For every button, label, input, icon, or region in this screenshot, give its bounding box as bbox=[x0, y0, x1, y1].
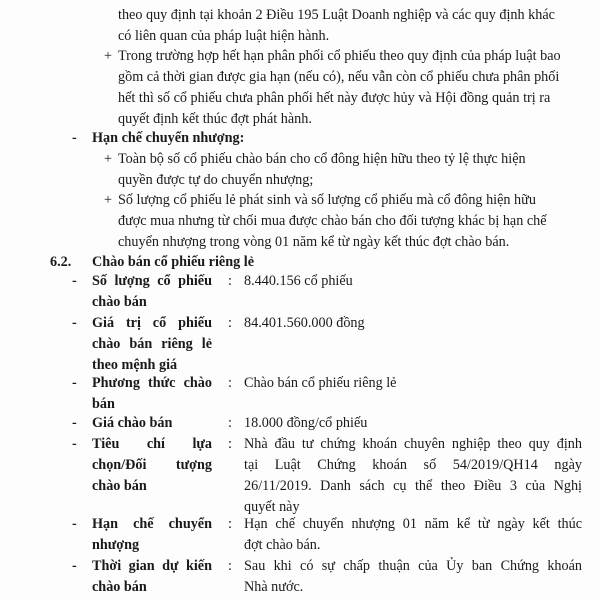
row-label-line: Giá trị cổ phiếu bbox=[92, 315, 212, 331]
row-colon: : bbox=[228, 273, 232, 289]
row-label-line: chọn/Đối tượng bbox=[92, 457, 212, 473]
row-value-line: đợt chào bán. bbox=[244, 537, 321, 553]
paragraph-line: quyền được tự do chuyển nhượng; bbox=[118, 172, 314, 188]
paragraph-line: theo quy định tại khoản 2 Điều 195 Luật Doanh nghiệp và các quy định khác bbox=[118, 7, 555, 23]
row-colon: : bbox=[228, 558, 232, 574]
row-label-line: chào bán bbox=[92, 478, 147, 494]
paragraph-line: Số lượng cổ phiếu lẻ phát sinh và số lượng cổ phiếu mà cổ đông hiện hữu bbox=[118, 192, 536, 208]
row-colon: : bbox=[228, 415, 232, 431]
dash-marker: - bbox=[72, 436, 77, 452]
row-label-line: chào bán bbox=[92, 579, 147, 595]
paragraph-line: quyết định kết thúc đợt phát hành. bbox=[118, 111, 312, 127]
paragraph-line: gồm cả thời gian được gia hạn (nếu có), nếu vẫn còn cổ phiếu chưa phân phối bbox=[118, 69, 560, 85]
dash-marker: - bbox=[72, 558, 77, 574]
row-colon: : bbox=[228, 436, 232, 452]
row-colon: : bbox=[228, 516, 232, 532]
row-value-line: quyết này bbox=[244, 499, 300, 515]
row-label-line: Số lượng cổ phiếu bbox=[92, 273, 212, 289]
row-label-line: Phương thức chào bbox=[92, 375, 212, 391]
row-value-line: Sau khi có sự chấp thuận của Ủy ban Chứng khoán bbox=[244, 558, 582, 574]
row-label-line: Giá chào bán bbox=[92, 415, 173, 431]
row-label-line: Hạn chế chuyển bbox=[92, 516, 212, 532]
row-value-line: Nhà nước. bbox=[244, 579, 304, 595]
row-colon: : bbox=[228, 315, 232, 331]
dash-marker: - bbox=[72, 516, 77, 532]
row-value-line: Hạn chế chuyển nhượng 01 năm kể từ ngày kết thúc bbox=[244, 516, 582, 532]
dash-marker: - bbox=[72, 273, 77, 289]
row-label-line: Thời gian dự kiến bbox=[92, 558, 212, 574]
paragraph-line: được mua nhưng từ chối mua được chào bán cho đối tượng khác bị hạn chế bbox=[118, 213, 547, 229]
row-label-line: bán bbox=[92, 396, 115, 412]
row-label-line: chào bán riêng lẻ bbox=[92, 336, 212, 352]
row-value-line: 26/11/2019. Danh sách cụ thể theo Điều 3 của Nghị bbox=[244, 478, 582, 494]
paragraph-line: Toàn bộ số cổ phiếu chào bán cho cổ đông hiện hữu theo tỷ lệ thực hiện bbox=[118, 151, 526, 167]
paragraph-line: có liên quan của pháp luật hiện hành. bbox=[118, 28, 330, 44]
section-title: Chào bán cổ phiếu riêng lẻ bbox=[92, 254, 254, 270]
bullet-marker: + bbox=[104, 192, 113, 208]
row-value-line: Chào bán cổ phiếu riêng lẻ bbox=[244, 375, 397, 391]
bullet-marker: + bbox=[104, 151, 113, 167]
row-label-line: chào bán bbox=[92, 294, 147, 310]
paragraph-line: chuyển nhượng trong vòng 01 năm kể từ ngày kết thúc đợt chào bán. bbox=[118, 234, 510, 250]
paragraph-line: hết thì số cổ phiếu chưa phân phối hết này được hủy và Hội đồng quản trị ra bbox=[118, 90, 551, 106]
row-label-line: theo mệnh giá bbox=[92, 357, 178, 373]
section-number: 6.2. bbox=[50, 254, 72, 270]
row-value-line: Nhà đầu tư chứng khoán chuyên nghiệp theo quy định bbox=[244, 436, 582, 452]
paragraph-line: Trong trường hợp hết hạn phân phối cổ phiếu theo quy định của pháp luật bao bbox=[118, 48, 561, 64]
subheading: Hạn chế chuyển nhượng: bbox=[92, 130, 245, 146]
row-value-line: tại Luật Chứng khoán số 54/2019/QH14 ngày bbox=[244, 457, 582, 473]
dash-marker: - bbox=[72, 415, 77, 431]
dash-marker: - bbox=[72, 375, 77, 391]
row-label-line: nhượng bbox=[92, 537, 140, 553]
row-value-line: 84.401.560.000 đồng bbox=[244, 315, 365, 331]
bullet-marker: + bbox=[104, 48, 113, 64]
row-value-line: 18.000 đồng/cổ phiếu bbox=[244, 415, 368, 431]
row-value-line: 8.440.156 cổ phiếu bbox=[244, 273, 353, 289]
dash-marker: - bbox=[72, 130, 77, 146]
dash-marker: - bbox=[72, 315, 77, 331]
row-colon: : bbox=[228, 375, 232, 391]
row-label-line: Tiêu chí lựa bbox=[92, 436, 212, 452]
